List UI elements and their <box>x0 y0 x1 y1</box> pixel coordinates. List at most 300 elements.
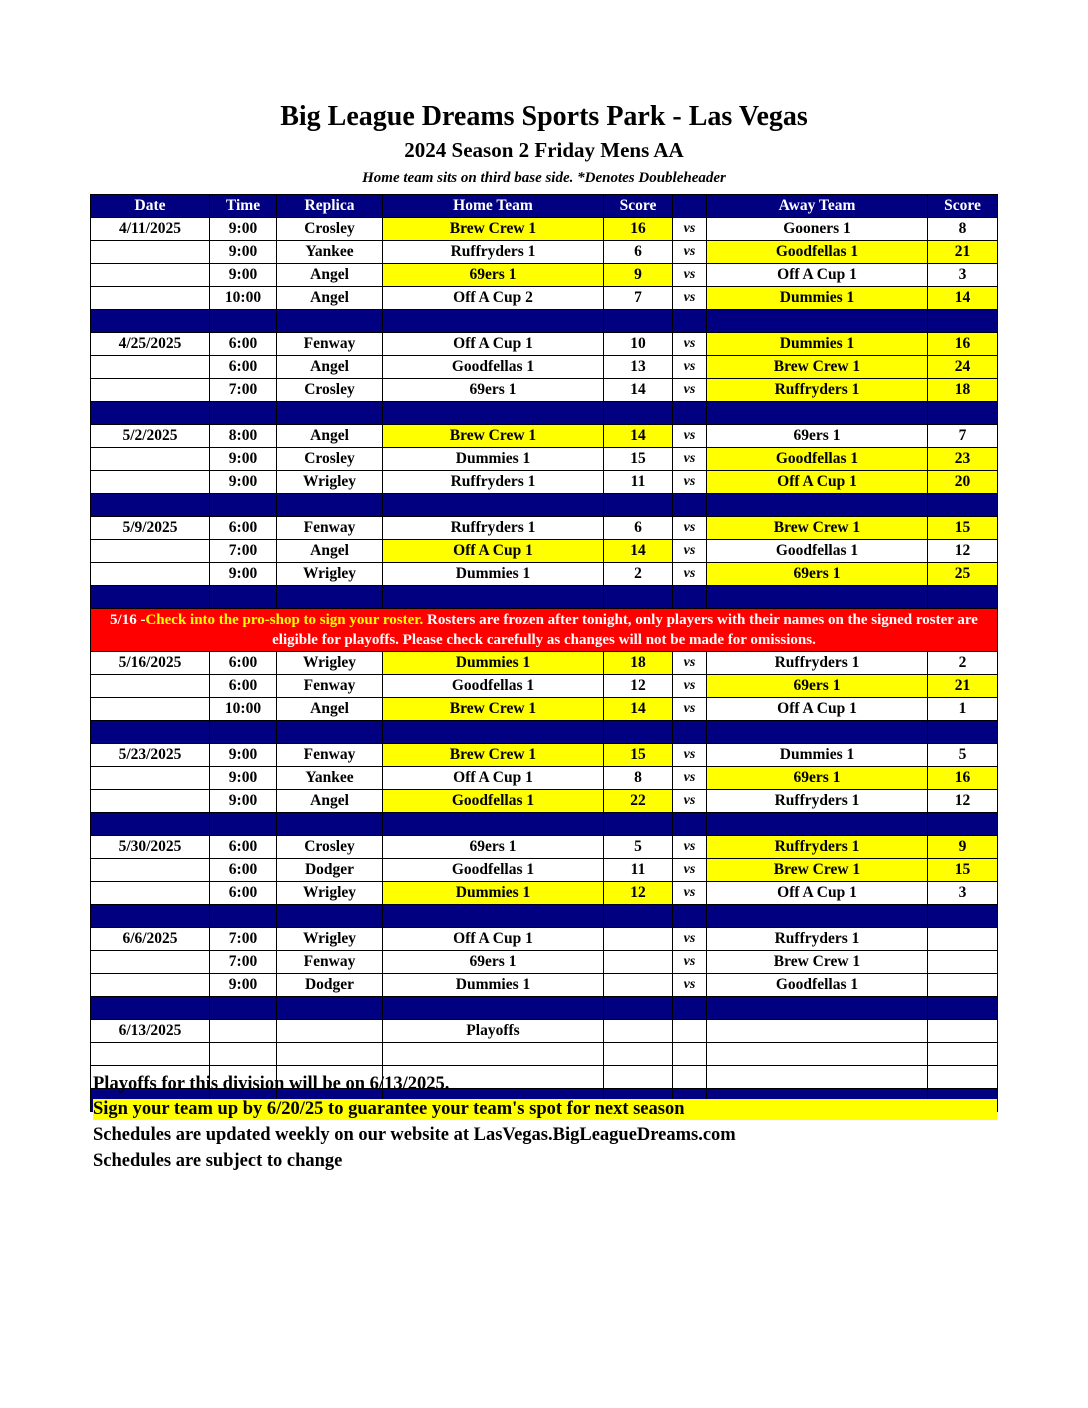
time-cell: 9:00 <box>210 563 277 586</box>
separator-cell <box>604 997 673 1020</box>
away-score-cell <box>928 928 998 951</box>
away-score-cell: 18 <box>928 379 998 402</box>
separator-cell <box>673 813 707 836</box>
date-cell <box>91 790 210 813</box>
game-row <box>91 698 998 721</box>
game-row <box>91 859 998 882</box>
home-score-cell: 22 <box>604 790 673 813</box>
date-cell <box>91 859 210 882</box>
separator-cell <box>673 402 707 425</box>
separator-cell <box>928 494 998 517</box>
field-cell: Angel <box>277 264 383 287</box>
away-score-cell: 5 <box>928 744 998 767</box>
separator-cell <box>604 721 673 744</box>
home-team-cell: Brew Crew 1 <box>383 698 604 721</box>
away-team-cell: Gooners 1 <box>707 218 928 241</box>
separator-cell <box>673 997 707 1020</box>
notice-prefix: 5/16 - <box>110 612 146 628</box>
home-score-cell <box>604 974 673 997</box>
time-cell: 6:00 <box>210 882 277 905</box>
away-score-cell: 25 <box>928 563 998 586</box>
separator-row <box>91 721 998 744</box>
separator-row <box>91 905 998 928</box>
game-row <box>91 1043 998 1066</box>
home-team-cell: Off A Cup 2 <box>383 287 604 310</box>
separator-cell <box>210 721 277 744</box>
schedule-note: Home team sits on third base side. *Denotes Doubleheader <box>362 170 726 186</box>
away-team-cell: Dummies 1 <box>707 333 928 356</box>
time-cell: 6:00 <box>210 333 277 356</box>
footer-signup-note: Sign your team up by 6/20/25 to guarantee your team's spot for next season <box>93 1099 997 1120</box>
home-team-cell: Goodfellas 1 <box>383 790 604 813</box>
field-cell: Crosley <box>277 379 383 402</box>
vs-cell: vs <box>673 471 707 494</box>
home-team-cell: Goodfellas 1 <box>383 859 604 882</box>
home-team-cell: Goodfellas 1 <box>383 356 604 379</box>
time-cell: 7:00 <box>210 540 277 563</box>
vs-cell: vs <box>673 241 707 264</box>
game-row <box>91 517 998 540</box>
date-cell <box>91 379 210 402</box>
game-row <box>91 767 998 790</box>
separator-cell <box>91 721 210 744</box>
home-score-cell: 15 <box>604 744 673 767</box>
field-cell <box>277 1043 383 1066</box>
home-team-cell: 69ers 1 <box>383 264 604 287</box>
home-team-cell: Brew Crew 1 <box>383 425 604 448</box>
time-cell: 10:00 <box>210 698 277 721</box>
schedule-table <box>90 194 998 1112</box>
away-score-cell: 23 <box>928 448 998 471</box>
away-score-cell: 7 <box>928 425 998 448</box>
home-score-cell: 10 <box>604 333 673 356</box>
date-cell <box>91 540 210 563</box>
separator-cell <box>604 813 673 836</box>
time-cell: 10:00 <box>210 287 277 310</box>
date-cell <box>91 767 210 790</box>
vs-cell: vs <box>673 333 707 356</box>
field-cell: Angel <box>277 287 383 310</box>
home-score-cell: 13 <box>604 356 673 379</box>
separator-cell <box>383 905 604 928</box>
game-row <box>91 744 998 767</box>
separator-cell <box>383 494 604 517</box>
away-score-cell: 2 <box>928 652 998 675</box>
separator-cell <box>673 721 707 744</box>
home-score-cell <box>604 951 673 974</box>
header-home-team: Home Team <box>383 195 604 218</box>
notice-highlight: Check into the pro-shop to sign your roster. <box>145 612 424 628</box>
separator-cell <box>928 813 998 836</box>
home-team-cell: Ruffryders 1 <box>383 241 604 264</box>
field-cell: Wrigley <box>277 471 383 494</box>
vs-cell: vs <box>673 448 707 471</box>
separator-cell <box>91 905 210 928</box>
header-vs <box>673 195 707 218</box>
away-team-cell: Goodfellas 1 <box>707 540 928 563</box>
away-score-cell <box>928 951 998 974</box>
home-score-cell <box>604 1043 673 1066</box>
separator-cell <box>210 494 277 517</box>
away-score-cell: 16 <box>928 767 998 790</box>
separator-cell <box>673 494 707 517</box>
away-score-cell: 14 <box>928 287 998 310</box>
away-team-cell: Ruffryders 1 <box>707 836 928 859</box>
home-team-cell: Ruffryders 1 <box>383 517 604 540</box>
field-cell: Angel <box>277 790 383 813</box>
field-cell: Crosley <box>277 448 383 471</box>
time-cell: 6:00 <box>210 356 277 379</box>
home-score-cell: 7 <box>604 287 673 310</box>
table-header-row <box>91 195 998 218</box>
time-cell: 9:00 <box>210 471 277 494</box>
game-row <box>91 928 998 951</box>
vs-cell: vs <box>673 767 707 790</box>
time-cell: 9:00 <box>210 448 277 471</box>
footer-playoffs-note: Playoffs for this division will be on 6/13/2025. <box>93 1074 450 1094</box>
separator-cell <box>277 586 383 609</box>
home-score-cell: 9 <box>604 264 673 287</box>
separator-cell <box>928 586 998 609</box>
time-cell: 9:00 <box>210 767 277 790</box>
roster-notice <box>91 609 998 652</box>
game-row <box>91 951 998 974</box>
time-cell: 7:00 <box>210 928 277 951</box>
date-cell: 4/11/2025 <box>91 218 210 241</box>
game-row <box>91 675 998 698</box>
home-team-cell: Brew Crew 1 <box>383 218 604 241</box>
vs-cell: vs <box>673 928 707 951</box>
home-score-cell: 5 <box>604 836 673 859</box>
away-score-cell: 9 <box>928 836 998 859</box>
field-cell: Yankee <box>277 241 383 264</box>
away-score-cell: 8 <box>928 218 998 241</box>
away-team-cell: Goodfellas 1 <box>707 448 928 471</box>
home-score-cell: 14 <box>604 540 673 563</box>
separator-cell <box>210 813 277 836</box>
away-team-cell: Brew Crew 1 <box>707 517 928 540</box>
separator-cell <box>673 586 707 609</box>
game-row <box>91 836 998 859</box>
separator-cell <box>604 494 673 517</box>
away-score-cell: 21 <box>928 675 998 698</box>
game-row <box>91 241 998 264</box>
separator-cell <box>707 721 928 744</box>
away-team-cell: 69ers 1 <box>707 563 928 586</box>
away-team-cell: Goodfellas 1 <box>707 974 928 997</box>
away-score-cell: 16 <box>928 333 998 356</box>
separator-cell <box>277 905 383 928</box>
date-cell: 5/16/2025 <box>91 652 210 675</box>
separator-cell <box>210 310 277 333</box>
home-score-cell: 14 <box>604 379 673 402</box>
date-cell: 5/23/2025 <box>91 744 210 767</box>
field-cell: Wrigley <box>277 882 383 905</box>
separator-cell <box>383 997 604 1020</box>
home-team-cell: Dummies 1 <box>383 448 604 471</box>
separator-row <box>91 813 998 836</box>
time-cell <box>210 1020 277 1043</box>
time-cell: 7:00 <box>210 379 277 402</box>
date-cell: 6/13/2025 <box>91 1020 210 1043</box>
vs-cell: vs <box>673 379 707 402</box>
notice-text: Rosters are frozen after tonight, only players with their names on the signed roster are eligible for playoffs. Please check carefully as changes will not be made for omissions. <box>272 612 978 648</box>
away-team-cell: Brew Crew 1 <box>707 356 928 379</box>
away-team-cell: Dummies 1 <box>707 287 928 310</box>
separator-cell <box>707 494 928 517</box>
field-cell: Wrigley <box>277 563 383 586</box>
home-team-cell: Off A Cup 1 <box>383 540 604 563</box>
away-score-cell: 12 <box>928 790 998 813</box>
home-team-cell: Ruffryders 1 <box>383 471 604 494</box>
field-cell: Dodger <box>277 974 383 997</box>
page-subtitle: 2024 Season 2 Friday Mens AA <box>404 138 684 162</box>
away-team-cell: Goodfellas 1 <box>707 241 928 264</box>
separator-cell <box>928 905 998 928</box>
away-score-cell: 15 <box>928 517 998 540</box>
separator-cell <box>604 402 673 425</box>
field-cell: Wrigley <box>277 652 383 675</box>
separator-cell <box>210 905 277 928</box>
vs-cell: vs <box>673 859 707 882</box>
home-score-cell: 12 <box>604 675 673 698</box>
field-cell: Yankee <box>277 767 383 790</box>
home-team-cell: Off A Cup 1 <box>383 333 604 356</box>
away-score-cell: 3 <box>928 264 998 287</box>
separator-cell <box>277 721 383 744</box>
date-cell <box>91 448 210 471</box>
game-row <box>91 1020 998 1043</box>
time-cell: 9:00 <box>210 264 277 287</box>
home-score-cell: 11 <box>604 471 673 494</box>
separator-cell <box>277 997 383 1020</box>
game-row <box>91 425 998 448</box>
home-score-cell: 6 <box>604 241 673 264</box>
home-score-cell <box>604 1066 673 1089</box>
away-team-cell: Off A Cup 1 <box>707 264 928 287</box>
separator-cell <box>91 813 210 836</box>
away-team-cell <box>707 1043 928 1066</box>
date-cell: 5/9/2025 <box>91 517 210 540</box>
home-team-cell: 69ers 1 <box>383 836 604 859</box>
separator-cell <box>383 721 604 744</box>
game-row <box>91 379 998 402</box>
vs-cell: vs <box>673 675 707 698</box>
field-cell: Fenway <box>277 333 383 356</box>
away-team-cell: Off A Cup 1 <box>707 471 928 494</box>
home-team-cell: 69ers 1 <box>383 379 604 402</box>
game-row <box>91 974 998 997</box>
date-cell <box>91 471 210 494</box>
date-cell <box>91 356 210 379</box>
separator-cell <box>210 402 277 425</box>
vs-cell: vs <box>673 882 707 905</box>
separator-cell <box>707 402 928 425</box>
home-team-cell <box>383 1043 604 1066</box>
header-replica: Replica <box>277 195 383 218</box>
away-score-cell <box>928 1066 998 1089</box>
away-team-cell: Dummies 1 <box>707 744 928 767</box>
home-team-cell: Dummies 1 <box>383 974 604 997</box>
time-cell: 6:00 <box>210 836 277 859</box>
separator-cell <box>383 813 604 836</box>
home-team-cell: Off A Cup 1 <box>383 767 604 790</box>
field-cell: Crosley <box>277 218 383 241</box>
vs-cell: vs <box>673 287 707 310</box>
separator-cell <box>277 310 383 333</box>
date-cell <box>91 1043 210 1066</box>
home-score-cell: 16 <box>604 218 673 241</box>
home-score-cell: 6 <box>604 517 673 540</box>
time-cell <box>210 1043 277 1066</box>
separator-cell <box>210 586 277 609</box>
vs-cell: vs <box>673 425 707 448</box>
vs-cell: vs <box>673 951 707 974</box>
away-team-cell: 69ers 1 <box>707 767 928 790</box>
away-score-cell <box>928 1043 998 1066</box>
separator-cell <box>604 586 673 609</box>
separator-cell <box>673 310 707 333</box>
separator-cell <box>707 997 928 1020</box>
date-cell <box>91 974 210 997</box>
vs-cell: vs <box>673 356 707 379</box>
separator-cell <box>673 905 707 928</box>
separator-cell <box>383 310 604 333</box>
header-date: Date <box>91 195 210 218</box>
separator-cell <box>91 494 210 517</box>
separator-cell <box>604 905 673 928</box>
away-team-cell <box>707 1020 928 1043</box>
separator-cell <box>604 310 673 333</box>
field-cell: Fenway <box>277 675 383 698</box>
separator-row <box>91 402 998 425</box>
home-team-cell: 69ers 1 <box>383 951 604 974</box>
game-row <box>91 790 998 813</box>
vs-cell: vs <box>673 652 707 675</box>
date-cell: 5/30/2025 <box>91 836 210 859</box>
separator-cell <box>707 813 928 836</box>
home-score-cell: 2 <box>604 563 673 586</box>
away-score-cell <box>928 974 998 997</box>
home-team-cell: Dummies 1 <box>383 882 604 905</box>
field-cell: Fenway <box>277 517 383 540</box>
date-cell <box>91 675 210 698</box>
date-cell: 6/6/2025 <box>91 928 210 951</box>
away-score-cell: 3 <box>928 882 998 905</box>
separator-cell <box>707 905 928 928</box>
game-row <box>91 356 998 379</box>
separator-cell <box>707 310 928 333</box>
separator-row <box>91 494 998 517</box>
separator-cell <box>91 586 210 609</box>
time-cell: 9:00 <box>210 790 277 813</box>
separator-cell <box>928 310 998 333</box>
home-team-cell: Dummies 1 <box>383 652 604 675</box>
separator-row <box>91 997 998 1020</box>
away-team-cell: Brew Crew 1 <box>707 859 928 882</box>
separator-cell <box>383 402 604 425</box>
time-cell: 6:00 <box>210 859 277 882</box>
home-score-cell <box>604 928 673 951</box>
vs-cell: vs <box>673 974 707 997</box>
vs-cell: vs <box>673 264 707 287</box>
field-cell: Fenway <box>277 951 383 974</box>
game-row <box>91 540 998 563</box>
home-team-cell: Dummies 1 <box>383 563 604 586</box>
time-cell: 6:00 <box>210 652 277 675</box>
away-team-cell: Off A Cup 1 <box>707 882 928 905</box>
away-score-cell: 12 <box>928 540 998 563</box>
away-score-cell: 15 <box>928 859 998 882</box>
home-team-cell: Off A Cup 1 <box>383 928 604 951</box>
field-cell: Angel <box>277 698 383 721</box>
vs-cell: vs <box>673 517 707 540</box>
time-cell: 8:00 <box>210 425 277 448</box>
vs-cell: vs <box>673 790 707 813</box>
away-team-cell: Ruffryders 1 <box>707 928 928 951</box>
game-row <box>91 882 998 905</box>
date-cell: 5/2/2025 <box>91 425 210 448</box>
time-cell: 9:00 <box>210 241 277 264</box>
game-row <box>91 448 998 471</box>
header-away-score: Score <box>928 195 998 218</box>
field-cell: Angel <box>277 356 383 379</box>
home-team-cell: Goodfellas 1 <box>383 675 604 698</box>
away-team-cell: Off A Cup 1 <box>707 698 928 721</box>
vs-cell: vs <box>673 563 707 586</box>
game-row <box>91 264 998 287</box>
away-team-cell <box>707 1066 928 1089</box>
separator-cell <box>928 402 998 425</box>
away-score-cell <box>928 1020 998 1043</box>
home-team-cell: Playoffs <box>383 1020 604 1043</box>
date-cell <box>91 882 210 905</box>
home-score-cell <box>604 1020 673 1043</box>
header-home-score: Score <box>604 195 673 218</box>
vs-cell: vs <box>673 218 707 241</box>
field-cell: Fenway <box>277 744 383 767</box>
header-away-team: Away Team <box>707 195 928 218</box>
separator-cell <box>928 997 998 1020</box>
separator-cell <box>91 310 210 333</box>
time-cell: 6:00 <box>210 675 277 698</box>
game-row <box>91 471 998 494</box>
vs-cell: vs <box>673 744 707 767</box>
field-cell <box>277 1020 383 1043</box>
field-cell: Angel <box>277 425 383 448</box>
away-team-cell: Brew Crew 1 <box>707 951 928 974</box>
separator-cell <box>91 402 210 425</box>
separator-row <box>91 586 998 609</box>
game-row <box>91 218 998 241</box>
home-score-cell: 12 <box>604 882 673 905</box>
home-score-cell: 18 <box>604 652 673 675</box>
field-cell: Dodger <box>277 859 383 882</box>
home-score-cell: 11 <box>604 859 673 882</box>
date-cell <box>91 951 210 974</box>
date-cell: 4/25/2025 <box>91 333 210 356</box>
home-team-cell: Brew Crew 1 <box>383 744 604 767</box>
away-team-cell: Ruffryders 1 <box>707 379 928 402</box>
game-row <box>91 287 998 310</box>
separator-cell <box>277 402 383 425</box>
separator-cell <box>210 997 277 1020</box>
vs-cell <box>673 1020 707 1043</box>
date-cell <box>91 698 210 721</box>
away-score-cell: 21 <box>928 241 998 264</box>
vs-cell <box>673 1043 707 1066</box>
header-time: Time <box>210 195 277 218</box>
